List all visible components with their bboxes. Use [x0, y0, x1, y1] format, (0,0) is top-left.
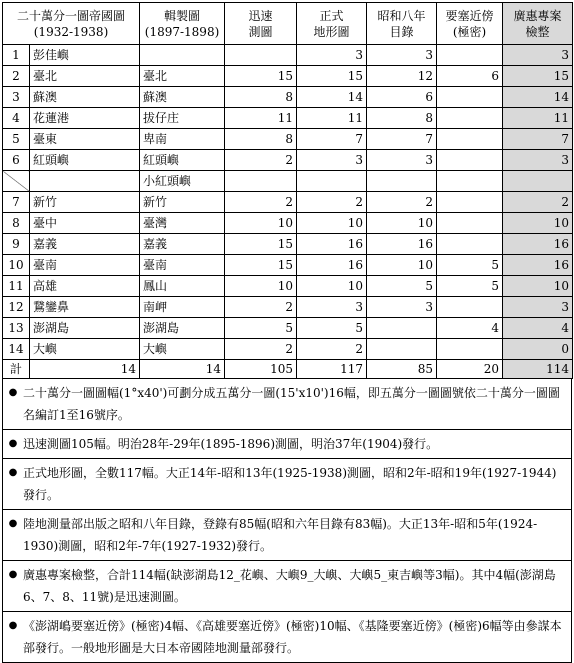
table-row [3, 339, 573, 360]
row-number-cell: 8 [3, 213, 30, 234]
old-sheet-name-cell: 南岬 [140, 297, 225, 318]
rapid-survey-count-cell: 2 [225, 297, 297, 318]
table-row [3, 192, 573, 213]
note-text: 《澎湖嶋要塞近傍》(極密)4幅、《高雄要塞近傍》(極密)10幅、《基隆要塞近傍》(極密)6幅等由參謀本部發行。一般地形圖是大日本帝國陸地測量部發行。 [23, 619, 562, 655]
project-count-cell: 7 [503, 129, 573, 150]
sheet-name-cell: 臺東 [30, 129, 140, 150]
row-number-cell: 4 [3, 108, 30, 129]
header-text: 目錄 [389, 24, 414, 39]
header-cell [225, 3, 297, 45]
old-sheet-name-cell: 紅頭嶼 [140, 150, 225, 171]
total-cell: 117 [297, 360, 367, 379]
note-text: 正式地形圖，全數117幅。大正14年-昭和13年(1925-1938)測圖，昭和2年-昭和19年(1927-1944)發行。 [23, 466, 557, 502]
total-cell-highlighted: 114 [503, 360, 573, 379]
fortress-count-cell [437, 339, 503, 360]
fortress-count-cell [437, 234, 503, 255]
sheet-name-cell: 大嶼 [30, 339, 140, 360]
row-number-cell: 2 [3, 66, 30, 87]
row-number-cell [3, 171, 30, 192]
formal-map-count-cell: 14 [297, 87, 367, 108]
formal-map-count-cell: 3 [297, 45, 367, 66]
table-row [3, 171, 573, 192]
sheet-name-cell: 嘉義 [30, 234, 140, 255]
sheet-name-cell: 新竹 [30, 192, 140, 213]
table-row [3, 234, 573, 255]
project-count-cell: 11 [503, 108, 573, 129]
row-number-cell: 5 [3, 129, 30, 150]
notes-table [2, 378, 572, 663]
header-text: (1932-1938) [33, 24, 109, 39]
note-item [3, 382, 567, 426]
header-text: 昭和八年 [377, 8, 426, 23]
header-text: 地形圖 [313, 24, 350, 39]
old-sheet-name-cell: 嘉義 [140, 234, 225, 255]
sheet-name-cell: 澎湖島 [30, 318, 140, 339]
old-sheet-name-cell: 鳳山 [140, 276, 225, 297]
row-number-cell: 11 [3, 276, 30, 297]
header-cell [367, 3, 437, 45]
header-cell-highlighted [503, 3, 573, 45]
fortress-count-cell [437, 171, 503, 192]
table-row [3, 276, 573, 297]
showa-catalog-count-cell: 3 [367, 45, 437, 66]
fortress-count-cell [437, 297, 503, 318]
showa-catalog-count-cell: 7 [367, 129, 437, 150]
project-count-cell [503, 171, 573, 192]
project-count-cell: 16 [503, 255, 573, 276]
note-row [3, 459, 572, 510]
showa-catalog-count-cell: 3 [367, 150, 437, 171]
total-cell: 14 [140, 360, 225, 379]
old-sheet-name-cell: 臺灣 [140, 213, 225, 234]
formal-map-count-cell: 10 [297, 213, 367, 234]
old-sheet-name-cell: 大嶼 [140, 339, 225, 360]
note-item [3, 513, 567, 557]
header-cell [140, 3, 225, 45]
table-row [3, 255, 573, 276]
old-sheet-name-cell: 蘇澳 [140, 87, 225, 108]
formal-map-count-cell [297, 171, 367, 192]
project-count-cell: 4 [503, 318, 573, 339]
note-text: 廣惠專案檢整，合計114幅(缺澎湖島12_花嶼、大嶼9_大嶼、大嶼5_東吉嶼等3幅)。其中4幅(澎湖島6、7、8、11號)是迅速測圖。 [23, 568, 556, 604]
header-cell [297, 3, 367, 45]
header-text: 正式 [319, 8, 344, 23]
table-row [3, 87, 573, 108]
map-sheet-table [2, 2, 573, 379]
project-count-cell: 15 [503, 66, 573, 87]
fortress-count-cell [437, 45, 503, 66]
showa-catalog-count-cell [367, 339, 437, 360]
row-number-cell: 6 [3, 150, 30, 171]
sheet-name-cell: 蘇澳 [30, 87, 140, 108]
total-cell: 85 [367, 360, 437, 379]
showa-catalog-count-cell: 10 [367, 213, 437, 234]
bullet-icon: ● [8, 569, 18, 580]
row-number-cell: 7 [3, 192, 30, 213]
note-row [3, 612, 572, 663]
rapid-survey-count-cell: 5 [225, 318, 297, 339]
header-text: 廣惠專案 [513, 8, 562, 23]
rapid-survey-count-cell: 15 [225, 66, 297, 87]
showa-catalog-count-cell [367, 171, 437, 192]
sheet-name-cell: 紅頭嶼 [30, 150, 140, 171]
row-number-cell: 14 [3, 339, 30, 360]
row-number-cell: 12 [3, 297, 30, 318]
fortress-count-cell: 5 [437, 255, 503, 276]
row-number-cell: 3 [3, 87, 30, 108]
bullet-icon: ● [8, 438, 18, 449]
formal-map-count-cell: 3 [297, 297, 367, 318]
project-count-cell: 0 [503, 339, 573, 360]
total-cell: 105 [225, 360, 297, 379]
old-sheet-name-cell: 澎湖島 [140, 318, 225, 339]
sheet-name-cell: 花蓮港 [30, 108, 140, 129]
table-row [3, 108, 573, 129]
note-cell [3, 459, 572, 510]
table-row [3, 150, 573, 171]
rapid-survey-count-cell: 10 [225, 276, 297, 297]
formal-map-count-cell: 3 [297, 150, 367, 171]
showa-catalog-count-cell: 2 [367, 192, 437, 213]
note-item [3, 433, 567, 455]
rapid-survey-count-cell: 8 [225, 129, 297, 150]
table-row [3, 129, 573, 150]
note-item [3, 615, 567, 659]
note-text: 陸地測量部出版之昭和八年目錄，登錄有85幅(昭和六年目錄有83幅)。大正13年-昭和5年(1924-1930)測圖，昭和2年-7年(1927-1932)發行。 [23, 517, 538, 553]
formal-map-count-cell: 7 [297, 129, 367, 150]
row-number-cell: 1 [3, 45, 30, 66]
showa-catalog-count-cell [367, 318, 437, 339]
table-row [3, 318, 573, 339]
old-sheet-name-cell: 小紅頭嶼 [140, 171, 225, 192]
fortress-count-cell: 6 [437, 66, 503, 87]
formal-map-count-cell: 2 [297, 339, 367, 360]
fortress-count-cell [437, 108, 503, 129]
sheet-name-cell: 彭佳嶼 [30, 45, 140, 66]
old-sheet-name-cell [140, 45, 225, 66]
project-count-cell: 3 [503, 297, 573, 318]
note-cell [3, 510, 572, 561]
showa-catalog-count-cell: 3 [367, 297, 437, 318]
bullet-icon: ● [8, 620, 18, 631]
formal-map-count-cell: 16 [297, 255, 367, 276]
note-item [3, 564, 567, 608]
sheet-name-cell [30, 171, 140, 192]
row-number-cell: 10 [3, 255, 30, 276]
sheet-name-cell: 鵞鑾鼻 [30, 297, 140, 318]
sheet-name-cell: 臺中 [30, 213, 140, 234]
old-sheet-name-cell: 臺北 [140, 66, 225, 87]
total-cell: 14 [30, 360, 140, 379]
sheet-name-cell: 高雄 [30, 276, 140, 297]
sheet-name-cell: 臺北 [30, 66, 140, 87]
fortress-count-cell [437, 87, 503, 108]
notes-body [3, 379, 572, 663]
note-cell [3, 612, 572, 663]
formal-map-count-cell: 2 [297, 192, 367, 213]
showa-catalog-count-cell: 16 [367, 234, 437, 255]
fortress-count-cell [437, 150, 503, 171]
header-text: 迅速 [248, 8, 273, 23]
header-row [3, 3, 573, 45]
rapid-survey-count-cell: 15 [225, 234, 297, 255]
rapid-survey-count-cell [225, 45, 297, 66]
formal-map-count-cell: 16 [297, 234, 367, 255]
table-row [3, 45, 573, 66]
fortress-count-cell: 5 [437, 276, 503, 297]
table-row [3, 297, 573, 318]
rapid-survey-count-cell: 10 [225, 213, 297, 234]
formal-map-count-cell: 5 [297, 318, 367, 339]
header-text: (極密) [452, 24, 487, 39]
table-row [3, 66, 573, 87]
project-count-cell: 3 [503, 150, 573, 171]
formal-map-count-cell: 10 [297, 276, 367, 297]
fortress-count-cell [437, 213, 503, 234]
formal-map-count-cell: 11 [297, 108, 367, 129]
sheet-name-cell: 臺南 [30, 255, 140, 276]
old-sheet-name-cell: 拔仔庄 [140, 108, 225, 129]
document [2, 2, 572, 663]
table-body [3, 45, 573, 360]
project-count-cell: 14 [503, 87, 573, 108]
rapid-survey-count-cell: 15 [225, 255, 297, 276]
bullet-icon: ● [8, 467, 18, 478]
total-label: 計 [3, 360, 30, 379]
old-sheet-name-cell: 臺南 [140, 255, 225, 276]
note-cell [3, 379, 572, 430]
header-text: 輯製圖 [164, 8, 201, 23]
formal-map-count-cell: 15 [297, 66, 367, 87]
note-row [3, 510, 572, 561]
fortress-count-cell: 4 [437, 318, 503, 339]
rapid-survey-count-cell: 2 [225, 339, 297, 360]
showa-catalog-count-cell: 10 [367, 255, 437, 276]
project-count-cell: 10 [503, 213, 573, 234]
note-item [3, 462, 567, 506]
rapid-survey-count-cell: 11 [225, 108, 297, 129]
project-count-cell: 10 [503, 276, 573, 297]
showa-catalog-count-cell: 8 [367, 108, 437, 129]
project-count-cell: 3 [503, 45, 573, 66]
total-row [3, 360, 573, 379]
total-cell: 20 [437, 360, 503, 379]
showa-catalog-count-cell: 5 [367, 276, 437, 297]
note-text: 二十萬分一圖圖幅(1°x40')可劃分成五萬分一圖(15'x10')16幅，即五萬分一圖圖號依二十萬分一圖圖名編訂1至16號序。 [23, 386, 560, 422]
header-text: 檢整 [525, 24, 550, 39]
fortress-count-cell [437, 129, 503, 150]
row-number-cell: 13 [3, 318, 30, 339]
rapid-survey-count-cell: 2 [225, 192, 297, 213]
rapid-survey-count-cell: 8 [225, 87, 297, 108]
old-sheet-name-cell: 新竹 [140, 192, 225, 213]
header-text: 要塞近傍 [445, 8, 494, 23]
header-cell [437, 3, 503, 45]
fortress-count-cell [437, 192, 503, 213]
showa-catalog-count-cell: 12 [367, 66, 437, 87]
header-cell [3, 3, 140, 45]
showa-catalog-count-cell: 6 [367, 87, 437, 108]
table-row [3, 213, 573, 234]
rapid-survey-count-cell [225, 171, 297, 192]
note-cell [3, 561, 572, 612]
note-row [3, 379, 572, 430]
row-number-cell: 9 [3, 234, 30, 255]
old-sheet-name-cell: 卑南 [140, 129, 225, 150]
bullet-icon: ● [8, 387, 18, 398]
rapid-survey-count-cell: 2 [225, 150, 297, 171]
project-count-cell: 16 [503, 234, 573, 255]
note-text: 迅速測圖105幅。明治28年-29年(1895-1896)測圖，明治37年(1904)發行。 [23, 437, 439, 451]
project-count-cell: 2 [503, 192, 573, 213]
header-text: 測圖 [248, 24, 273, 39]
header-text: (1897-1898) [144, 24, 220, 39]
note-row [3, 430, 572, 459]
note-row [3, 561, 572, 612]
bullet-icon: ● [8, 518, 18, 529]
note-cell [3, 430, 572, 459]
header-text: 二十萬分一圖帝國圖 [17, 8, 126, 23]
